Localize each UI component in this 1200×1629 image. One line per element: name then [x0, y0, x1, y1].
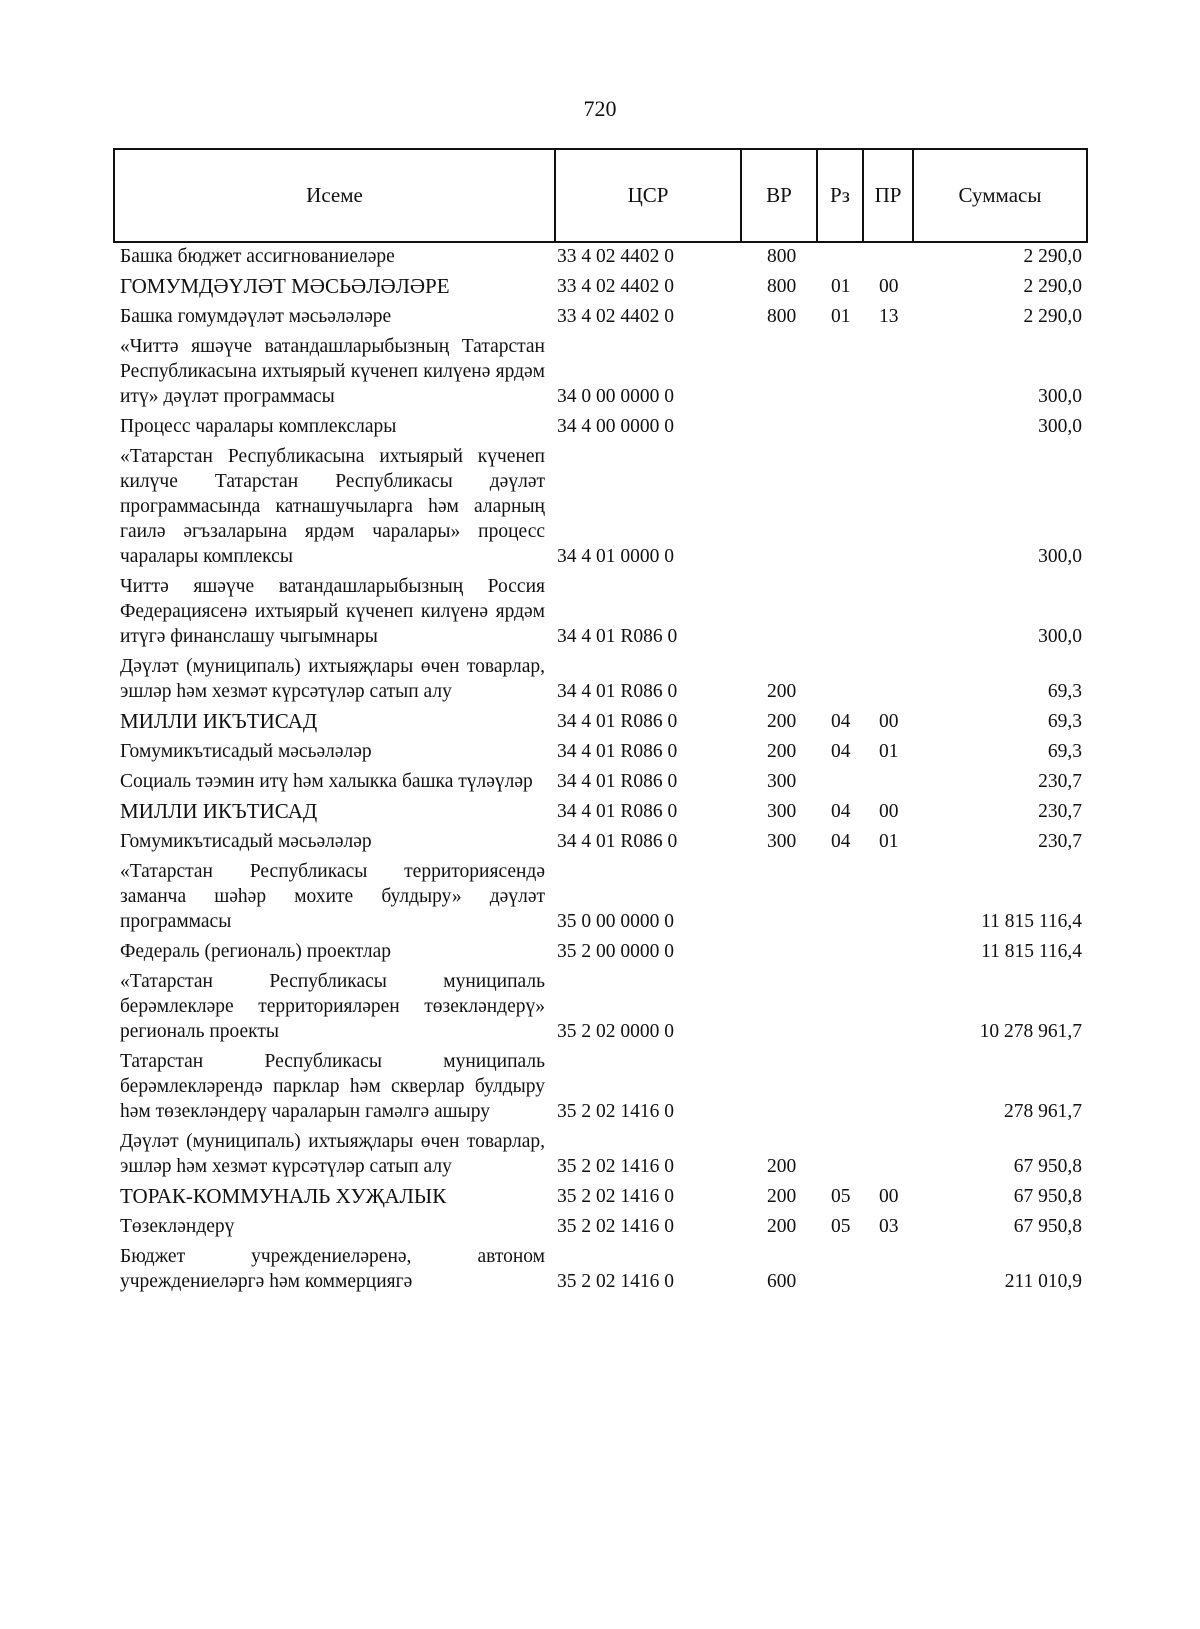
- cell-vr: 200: [767, 711, 797, 732]
- cell-name: Башка гомумдәүләт мәсьәләләре: [120, 306, 392, 327]
- cell-pr: 00: [879, 276, 899, 297]
- cell-sum: 67 950,8: [1013, 1156, 1082, 1177]
- cell-name: Төзекләндерү: [120, 1216, 235, 1237]
- cell-name: Бюджет учреждениеләренә, автоном учреждениеләргә һәм коммерциягә: [120, 1246, 545, 1292]
- cell-csr: 35 0 00 0000 0: [557, 911, 674, 932]
- cell-sum: 67 950,8: [1013, 1186, 1082, 1207]
- cell-name: «Читтә яшәүче ватандашларыбызның Татарстан Республикасына ихтыярый күченеп килүенә ярдәм итү» дәүләт программасы: [120, 336, 545, 407]
- cell-sum: 10 278 961,7: [979, 1021, 1082, 1042]
- table-row: [120, 244, 1088, 269]
- cell-rz: 04: [831, 831, 851, 852]
- cell-csr: 34 4 01 R086 0: [557, 626, 678, 647]
- table-row: [120, 414, 1088, 439]
- cell-rz: 04: [831, 741, 851, 762]
- cell-rz: 04: [831, 801, 851, 822]
- cell-vr: 800: [767, 306, 797, 327]
- cell-sum: 2 290,0: [1023, 246, 1082, 267]
- cell-csr: 34 4 01 R086 0: [557, 801, 678, 822]
- cell-vr: 800: [767, 246, 797, 267]
- cell-name: Социаль тәэмин итү һәм халыкка башка түләүләр: [120, 771, 533, 792]
- cell-csr: 34 4 01 R086 0: [557, 711, 678, 732]
- cell-pr: 03: [879, 1216, 899, 1237]
- cell-csr: 35 2 02 0000 0: [557, 1021, 674, 1042]
- table-row: [120, 709, 1088, 734]
- cell-name: «Татарстан Республикасы муниципаль берәмлекләре территорияләрен төзекләндерү» региональ проекты: [120, 971, 545, 1042]
- table-row: [120, 969, 1088, 1044]
- cell-pr: 00: [879, 711, 899, 732]
- cell-csr: 35 2 02 1416 0: [557, 1216, 674, 1237]
- cell-sum: 211 010,9: [1004, 1271, 1082, 1292]
- cell-vr: 600: [767, 1271, 797, 1292]
- cell-name: Гомумикътисадый мәсьәләләр: [120, 831, 372, 852]
- cell-name: Дәүләт (муниципаль) ихтыяҗлары өчен товарлар, эшләр һәм хезмәт күрсәтүләр сатып алу: [120, 656, 545, 702]
- cell-name: Процесс чаралары комплекслары: [120, 416, 397, 437]
- cell-name: Татарстан Республикасы муниципаль берәмлекләрендә парклар һәм скверлар булдыру һәм төзекләндерү чараларын гамәлгә ашыру: [120, 1051, 545, 1122]
- cell-name: Читтә яшәүче ватандашларыбызның Россия Федерациясенә ихтыярый күченеп килүенә ярдәм итүгә финанслашу чыгымнары: [120, 576, 545, 647]
- table-row: [120, 859, 1088, 934]
- cell-vr: 200: [767, 1186, 797, 1207]
- cell-csr: 34 0 00 0000 0: [557, 386, 674, 407]
- cell-name: Башка бюджет ассигнованиеләре: [120, 246, 395, 267]
- table-row: [120, 334, 1088, 409]
- cell-sum: 230,7: [1038, 771, 1082, 792]
- cell-sum: 300,0: [1038, 386, 1082, 407]
- cell-csr: 34 4 01 0000 0: [557, 546, 674, 567]
- table-row: [120, 829, 1088, 854]
- cell-name: МИЛЛИ ИКЪТИСАД: [120, 709, 318, 733]
- cell-name: «Татарстан Республикасы территориясендә заманча шәһәр мохите булдыру» дәүләт программасы: [120, 861, 545, 932]
- table-row: [120, 304, 1088, 329]
- cell-sum: 69,3: [1047, 681, 1082, 702]
- cell-csr: 34 4 01 R086 0: [557, 771, 678, 792]
- cell-csr: 35 2 00 0000 0: [557, 941, 674, 962]
- cell-name: ГОМУМДӘҮЛӘТ МӘСЬӘЛӘЛӘРЕ: [120, 274, 450, 298]
- cell-sum: 2 290,0: [1023, 276, 1082, 297]
- page-number: 720: [583, 96, 617, 121]
- cell-sum: 300,0: [1038, 546, 1082, 567]
- cell-csr: 34 4 00 0000 0: [557, 416, 674, 437]
- cell-sum: 278 961,7: [1004, 1101, 1082, 1122]
- cell-csr: 35 2 02 1416 0: [557, 1186, 674, 1207]
- cell-vr: 200: [767, 1156, 797, 1177]
- table-row: [120, 1049, 1088, 1124]
- cell-pr: 13: [879, 306, 899, 327]
- cell-csr: 33 4 02 4402 0: [557, 276, 674, 297]
- table-row: [120, 654, 1088, 704]
- table-row: [120, 1184, 1088, 1209]
- cell-sum: 300,0: [1038, 416, 1082, 437]
- cell-csr: 35 2 02 1416 0: [557, 1101, 674, 1122]
- header-sum: Суммасы: [912, 150, 1086, 241]
- cell-rz: 04: [831, 711, 851, 732]
- cell-sum: 300,0: [1038, 626, 1082, 647]
- header-pr: ПР: [862, 150, 912, 241]
- table-row: [120, 444, 1088, 569]
- cell-vr: 200: [767, 681, 797, 702]
- cell-csr: 34 4 01 R086 0: [557, 681, 678, 702]
- cell-pr: 00: [879, 1186, 899, 1207]
- cell-name: ТОРАК-КОММУНАЛЬ ХУҖАЛЫК: [120, 1184, 447, 1208]
- cell-sum: 69,3: [1047, 711, 1082, 732]
- header-name: Исеме: [306, 183, 363, 207]
- cell-sum: 67 950,8: [1013, 1216, 1082, 1237]
- table-row: [120, 799, 1088, 824]
- cell-sum: 230,7: [1038, 801, 1082, 822]
- cell-sum: 69,3: [1047, 741, 1082, 762]
- cell-rz: 05: [831, 1216, 851, 1237]
- header-rz: Рз: [816, 150, 862, 241]
- cell-name: Дәүләт (муниципаль) ихтыяҗлары өчен товарлар, эшләр һәм хезмәт күрсәтүләр сатып алу: [120, 1131, 545, 1177]
- cell-csr: 34 4 01 R086 0: [557, 741, 678, 762]
- cell-name: Гомумикътисадый мәсьәләләр: [120, 741, 372, 762]
- table-row: [120, 1129, 1088, 1179]
- cell-name: МИЛЛИ ИКЪТИСАД: [120, 799, 318, 823]
- table-row: [120, 769, 1088, 794]
- cell-csr: 35 2 02 1416 0: [557, 1271, 674, 1292]
- cell-pr: 01: [879, 741, 899, 762]
- cell-name: «Татарстан Республикасына ихтыярый күченеп килүче Татарстан Республикасы дәүләт программасында катнашучыларга һәм аларның гаилә әгъзаларына ярдәм чаралары» процесс чаралары комплексы: [120, 446, 545, 567]
- table-header: [113, 148, 1088, 243]
- cell-csr: 35 2 02 1416 0: [557, 1156, 674, 1177]
- cell-pr: 01: [879, 831, 899, 852]
- cell-rz: 01: [831, 306, 851, 327]
- table-row: [120, 1244, 1088, 1294]
- cell-rz: 01: [831, 276, 851, 297]
- table-row: [120, 1214, 1088, 1239]
- header-csr: ЦСР: [554, 150, 740, 241]
- cell-vr: 300: [767, 801, 797, 822]
- cell-pr: 00: [879, 801, 899, 822]
- cell-vr: 300: [767, 831, 797, 852]
- header-vr: ВР: [740, 150, 816, 241]
- cell-csr: 33 4 02 4402 0: [557, 306, 674, 327]
- cell-vr: 200: [767, 1216, 797, 1237]
- table-row: [120, 939, 1088, 964]
- table-row: [120, 274, 1088, 299]
- cell-name: Федераль (региональ) проектлар: [120, 941, 392, 962]
- cell-vr: 200: [767, 741, 797, 762]
- cell-rz: 05: [831, 1186, 851, 1207]
- table-row: [120, 574, 1088, 649]
- cell-vr: 300: [767, 771, 797, 792]
- cell-sum: 11 815 116,4: [981, 941, 1082, 962]
- cell-sum: 230,7: [1038, 831, 1082, 852]
- cell-csr: 34 4 01 R086 0: [557, 831, 678, 852]
- cell-sum: 11 815 116,4: [981, 911, 1082, 932]
- cell-vr: 800: [767, 276, 797, 297]
- cell-csr: 33 4 02 4402 0: [557, 246, 674, 267]
- cell-sum: 2 290,0: [1023, 306, 1082, 327]
- table-body: [120, 244, 1088, 1299]
- table-row: [120, 739, 1088, 764]
